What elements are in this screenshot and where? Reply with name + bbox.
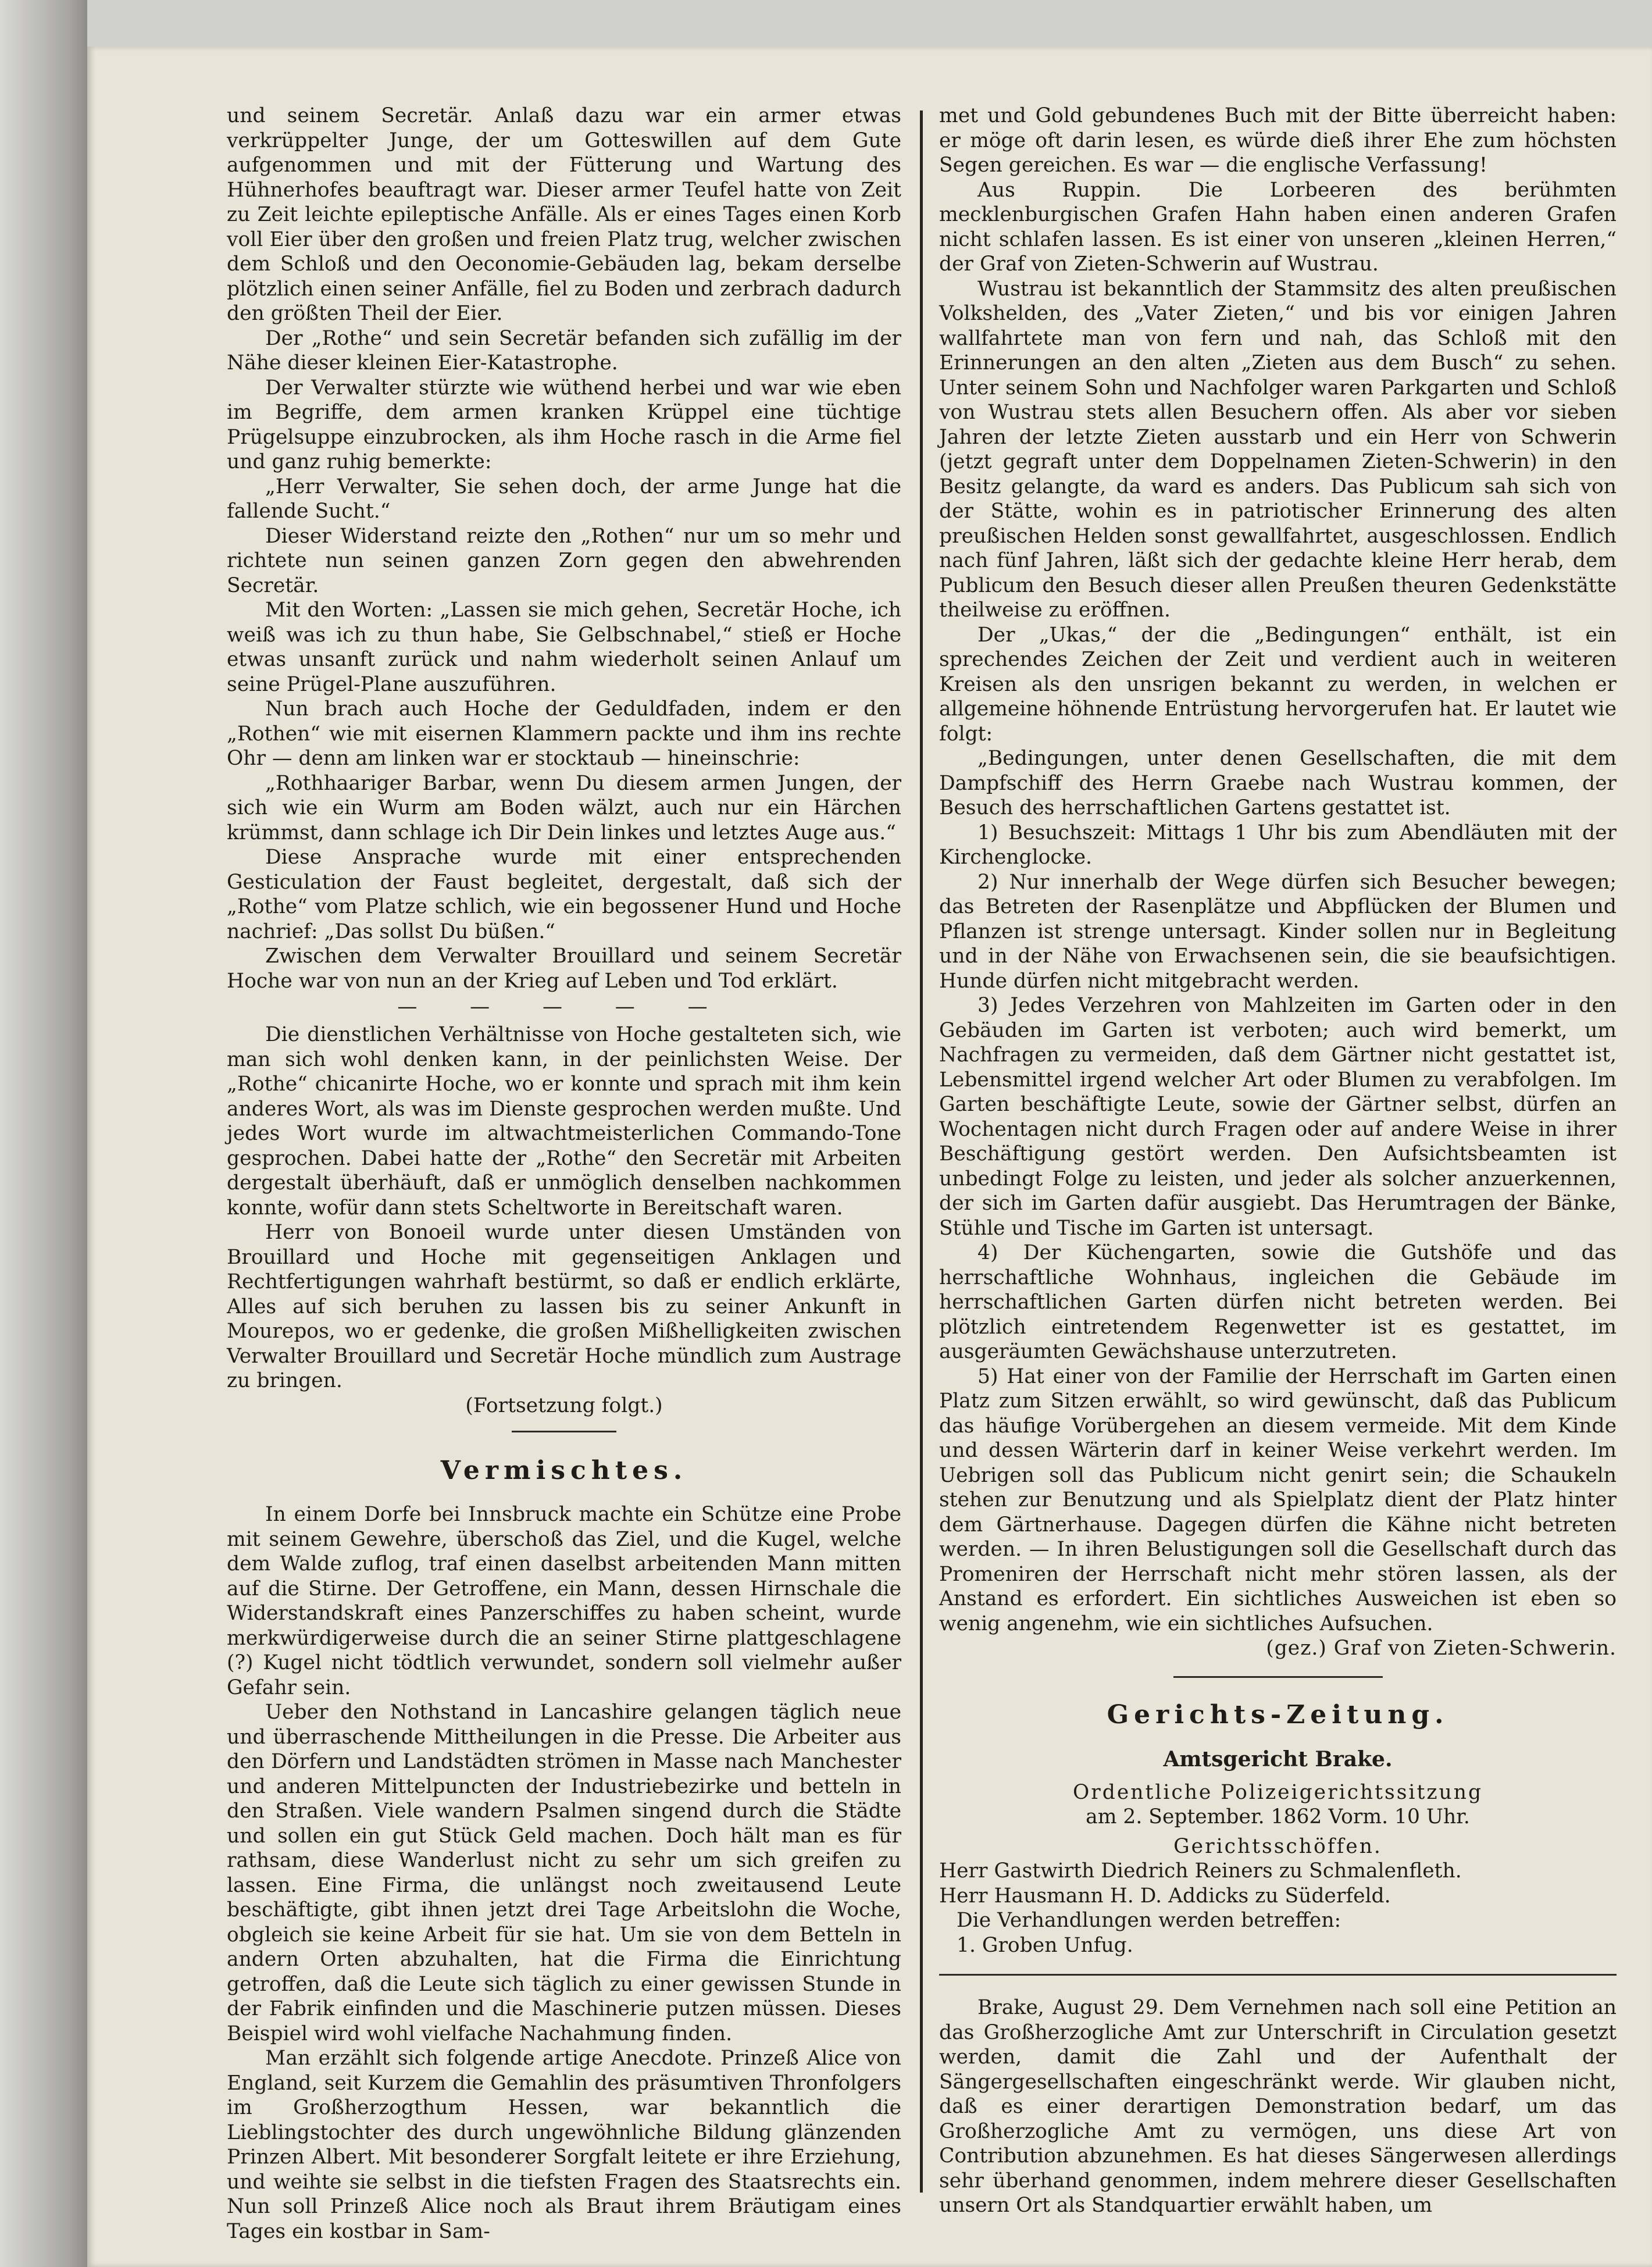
article-paragraph: Wustrau ist bekanntlich der Stammsitz des alten preußischen Volkshelden, des „Vater Zieten,“ und bis vor einigen Jahren wallfahrtete man von fern und nah, das Schloß mit den Erinnerungen an den alten „Zieten aus dem Busch“ zu sehen. Unter seinem Sohn und Nachfolger waren Parkgarten und Schloß von Wustrau stets allen Besuchern offen. Als aber vor sieben Jahren der letzte Zieten ausstarb und ein Herr von Schwerin (jetzt gegraft unter dem Doppelnamen Zieten-Schwerin) in den Besitz gelangte, da ward es anders. Das Publicum sah sich von der Stätte, wohin es in patriotischer Erinnerung des alten preußischen Helden sonst gewallfahrtet, ausgeschlossen. Endlich nach fünf Jahren, läßt sich der gedachte kleine Herr herab, dem Publicum den Besuch dieser allen Preußen theuren Gedenkstätte theilweise zu eröffnen. <box>939 277 1617 622</box>
left-column <box>227 104 901 2244</box>
article-paragraph: und seinem Secretär. Anlaß dazu war ein armer etwas verkrüppelter Junge, der um Gotteswillen auf dem Gute aufgenommen und mit der Fütterung und Wartung des Hühnerhofes beauftragt war. Dieser armer Teufel hatte von Zeit zu Zeit leichte epileptische Anfälle. Als er eines Tages einen Korb voll Eier über den großen und freien Platz trug, welcher zwischen dem Schloß und den Oeconomie-Gebäuden lag, bekam derselbe plötzlich einen seiner Anfälle, fiel zu Boden und zerbrach dadurch den größten Theil der Eier. <box>227 104 901 325</box>
book-binding-edge <box>0 0 87 2267</box>
column-divider <box>920 111 923 2193</box>
article-paragraph: Ueber den Nothstand in Lancashire gelangen täglich neue und überraschende Mittheilungen in die Presse. Die Arbeiter aus den Dörfern und Landstädten strömen in Masse nach Manchester und anderen Mittelpuncten der Industriebezirke und betteln in den Straßen. Viele wandern Psalmen singend durch die Städte und sollen ein gut Stück Geld machen. Doch hält man es für rathsam, diese Wanderlust nicht zu sehr um sich greifen zu lassen. Eine Firma, die unlängst noch zweitausend Leute beschäftigte, gibt ihnen jetzt drei Tage Arbeitslohn die Woche, obgleich sie keine Arbeit für sie hat. Um sie von dem Betteln in andern Orten abzuhalten, hat die Firma die Einrichtung getroffen, daß die Leute sich täglich zu einer gewissen Stunde in der Fabrik einfinden und die Maschinerie putzen müssen. Dieses Beispiel wird wohl vielfache Nachahmung finden. <box>227 1701 901 2045</box>
court-title: Amtsgericht Brake. <box>1163 1746 1393 1771</box>
section-title-gerichts-zeitung: Gerichts-Zeitung. <box>1107 1699 1449 1730</box>
article-paragraph: Der „Ukas,“ der die „Bedingungen“ enthält, ist ein sprechendes Zeichen der Zeit und verdient auch in weiteren Kreisen als den unsrigen bekannt zu werden, in welchen er allgemeine höhnende Entrüstung hervorgerufen hat. Er lautet wie folgt: <box>939 623 1617 746</box>
article-paragraph: Brake, August 29. Dem Vernehmen nach soll eine Petition an das Großherzogliche Amt zur Unterschrift in Circulation gesetzt werden, damit die Zahl und der Aufenthalt der Sängergesellschaften eingeschränkt werde. Wir glauben nicht, daß es einer derartigen Demonstration bedarf, um das Großherzogliche Amt zu vermögen, uns diese Art von Contribution abzunehmen. Es hat dieses Sängerwesen allerdings sehr überhand genommen, indem mehrere dieser Gesellschaften unsern Ort als Standquartier erwählt haben, um <box>939 1996 1617 2217</box>
assessor-entry: Herr Gastwirth Diedrich Reiners zu Schmalenfleth. <box>939 1859 1462 1883</box>
section-separator <box>939 1974 1617 1976</box>
article-paragraph: Man erzählt sich folgende artige Anecdote. Prinzeß Alice von England, seit Kurzem die Gemahlin des präsumtiven Thronfolgers im Großherzogthum Hessen, war bekanntlich die Lieblingstochter des durch ungewöhnliche Bildung glänzenden Prinzen Albert. Mit besonderer Sorgfalt leitete er ihre Erziehung, und weihte sie selbst in die tiefsten Fragen des Staatsrechts ein. Nun soll Prinzeß Alice noch als Braut ihrem Bräutigam eines Tages ein kostbar in Sam- <box>227 2047 901 2243</box>
article-paragraph: Aus Ruppin. Die Lorbeeren des berühmten mecklenburgischen Grafen Hahn haben einen anderen Grafen nicht schlafen lassen. Es ist einer von unseren „kleinen Herren,“ der Graf von Zieten-Schwerin auf Wustrau. <box>939 178 1617 276</box>
section-separator <box>512 1431 616 1432</box>
article-paragraph: Dieser Widerstand reizte den „Rothen“ nur um so mehr und richtete nun seinen ganzen Zorn gegen den abwehrenden Secretär. <box>227 524 901 597</box>
rule-item: 4) Der Küchengarten, sowie die Gutshöfe und das herrschaftliche Wohnhaus, ingleichen die Gebäude im herrschaftlichen Garten dürfen nicht betreten werden. Bei plötzlich eintretendem Regenwetter ist es gestattet, im ausgeräumten Gewächshause unterzutreten. <box>939 1241 1617 1363</box>
article-paragraph: Mit den Worten: „Lassen sie mich gehen, Secretär Hoche, ich weiß was ich zu thun habe, Sie Gelbschnabel,“ stieß er Hoche etwas unsanft zurück und nahm wiederholt seinen Anlauf um seine Prügel-Plane auszuführen. <box>227 598 901 696</box>
section-title-vermischtes: Vermischtes. <box>440 1456 688 1485</box>
section-separator <box>1173 1676 1383 1678</box>
rule-item: 5) Hat einer von der Familie der Herrschaft im Garten einen Platz zum Sitzen erwählt, so wird gewünscht, daß das Publicum das häufige Vorübergehen an diesem vermeide. Mit dem Kinde und dessen Wärterin darf in keiner Weise verkehrt werden. Im Uebrigen soll das Publicum nicht genirt sein; die Schaukeln stehen zur Benutzung und als Spielplatz dient der Platz hinter dem Gärtnerhause. Dagegen dürfen die Kähne nicht betreten werden. — In ihren Belustigungen soll die Gesellschaft durch das Promeniren der Herrschaft nicht mehr stören lassen, als der Anstand es erfordert. Ein sichtliches Ausweichen ist eben so wenig angenehm, wie ein sichtliches Aufsuchen. <box>939 1364 1617 1635</box>
rule-item: 3) Jedes Verzehren von Mahlzeiten im Garten oder in den Gebäuden im Garten ist verboten; auch wird bemerkt, um Nachfragen zu vermeiden, daß dem Gärtner nicht gestattet ist, Lebensmittel irgend welcher Art oder Blumen zu verabfolgen. Im Garten beschäftigte Leute, sowie der Gärtner selbst, dürfen an Wochentagen nicht durch Fragen oder auf andere Weise in ihrer Beschäftigung gestört werden. Den Aufsichtsbeamten ist unbedingt Folge zu leisten, und jeder als solcher anzuerkennen, der sich im Garten dafür ausgiebt. Das Herumtragen der Bänke, Stühle und Tische im Garten ist untersagt. <box>939 994 1617 1240</box>
article-paragraph: Nun brach auch Hoche der Geduldfaden, indem er den „Rothen“ wie mit eisernen Klammern packte und ihm ins rechte Ohr — denn am linken war er stocktaub — hineinschrie: <box>227 697 901 770</box>
article-paragraph: „Rothhaariger Barbar, wenn Du diesem armen Jungen, der sich wie ein Wurm am Boden wälzt, auch nur ein Härchen krümmst, dann schlage ich Dir Dein linkes und letztes Auge aus.“ <box>227 771 901 844</box>
article-paragraph: met und Gold gebundenes Buch mit der Bitte überreicht haben: er möge oft darin lesen, es würde dieß ihrer Ehe zum höchsten Segen gereichen. Es war — die englische Verfassung! <box>939 104 1617 177</box>
rule-item: 1) Besuchszeit: Mittags 1 Uhr bis zum Abendläuten mit der Kirchenglocke. <box>939 821 1617 869</box>
rule-item: 2) Nur innerhalb der Wege dürfen sich Besucher bewegen; das Betreten der Rasenplätze und Abpflücken der Blumen und Pflanzen ist strenge untersagt. Kinder sollen nur in Begleitung und in der Nähe von Erwachsenen sein, die sie beaufsichtigen. Hunde dürfen nicht mitgebracht werden. <box>939 870 1617 993</box>
article-paragraph: Diese Ansprache wurde mit einer entsprechenden Gesticulation der Faust begleitet, dergestalt, daß sich der „Rothe“ vom Platze schlich, wie ein begossener Hund und Hoche nachrief: „Das sollst Du büßen.“ <box>227 846 901 943</box>
scene-break-dashes: — — — — — <box>397 995 731 1018</box>
article-paragraph: „Herr Verwalter, Sie sehen doch, der arme Junge hat die fallende Sucht.“ <box>227 475 901 523</box>
article-paragraph: Der Verwalter stürzte wie wüthend herbei und war wie eben im Begriffe, dem armen kranken Krüppel eine tüchtige Prügelsuppe einzubrocken, als ihm Hoche rasch in die Arme fiel und ganz ruhig bemerkte: <box>227 376 901 473</box>
assessor-entry: Herr Hausmann H. D. Addicks zu Süderfeld. <box>939 1884 1391 1908</box>
right-column <box>939 104 1617 2218</box>
session-line: Ordentliche Polizeigerichtssitzung <box>1072 1780 1483 1804</box>
article-paragraph: Herr von Bonoeil wurde unter diesen Umständen von Brouillard und Hoche mit gegenseitigen Anklagen und Rechtfertigungen wahrhaft bestürmt, so daß er endlich erklärte, Alles auf sich beruhen zu lassen bis zu seiner Ankunft in Mourepos, wo er gedenke, die großen Mißhelligkeiten zwischen Verwalter Brouillard und Secretär Hoche mündlich zum Austrage zu bringen. <box>227 1221 901 1392</box>
article-paragraph: In einem Dorfe bei Innsbruck machte ein Schütze eine Probe mit seinem Gewehre, überschoß das Ziel, und die Kugel, welche dem Walde zuflog, traf einen daselbst arbeitenden Mann mitten auf die Stirne. Der Getroffene, ein Mann, dessen Hirnschale die Widerstandskraft eines Panzerschiffes zu haben scheint, wurde merkwürdigerweise durch die an seiner Stirne plattgeschlagene (?) Kugel nicht tödtlich verwundet, sondern soll vielmehr außer Gefahr sein. <box>227 1503 901 1699</box>
article-paragraph: Der „Rothe“ und sein Secretär befanden sich zufällig im der Nähe dieser kleinen Eier-Katastrophe. <box>227 326 901 375</box>
session-date: am 2. September. 1862 Vorm. 10 Uhr. <box>1086 1805 1470 1828</box>
assessors-heading: Gerichtsschöffen. <box>1173 1834 1382 1858</box>
article-paragraph: Die dienstlichen Verhältnisse von Hoche gestalteten sich, wie man sich wohl denken kann, in der peinlichsten Weise. Der „Rothe“ chicanirte Hoche, wo er konnte und sprach mit ihm kein anderes Wort, als was im Dienste gesprochen werden mußte. Und jedes Wort wurde im altwachtmeisterlichen Commando-Tone gesprochen. Dabei hatte der „Rothe“ den Secretär mit Arbeiten dergestalt überhäuft, daß er unmöglich denselben nachkommen konnte, wofür dann stets Scheltworte in Bereitschaft waren. <box>227 1023 901 1220</box>
signature: (gez.) Graf von Zieten-Schwerin. <box>1266 1637 1617 1660</box>
article-paragraph: Zwischen dem Verwalter Brouillard und seinem Secretär Hoche war von nun an der Krieg auf Leben und Tod erklärt. <box>227 944 901 993</box>
continued-note: (Fortsetzung folgt.) <box>465 1393 663 1417</box>
hearing-entry: 1. Groben Unfug. <box>957 1933 1133 1957</box>
article-paragraph: „Bedingungen, unter denen Gesellschaften, die mit dem Dampfschiff des Herrn Graebe nach Wustrau kommen, der Besuch des herrschaftlichen Gartens gestattet ist. <box>939 747 1617 819</box>
hearings-heading: Die Verhandlungen werden betreffen: <box>957 1909 1341 1932</box>
